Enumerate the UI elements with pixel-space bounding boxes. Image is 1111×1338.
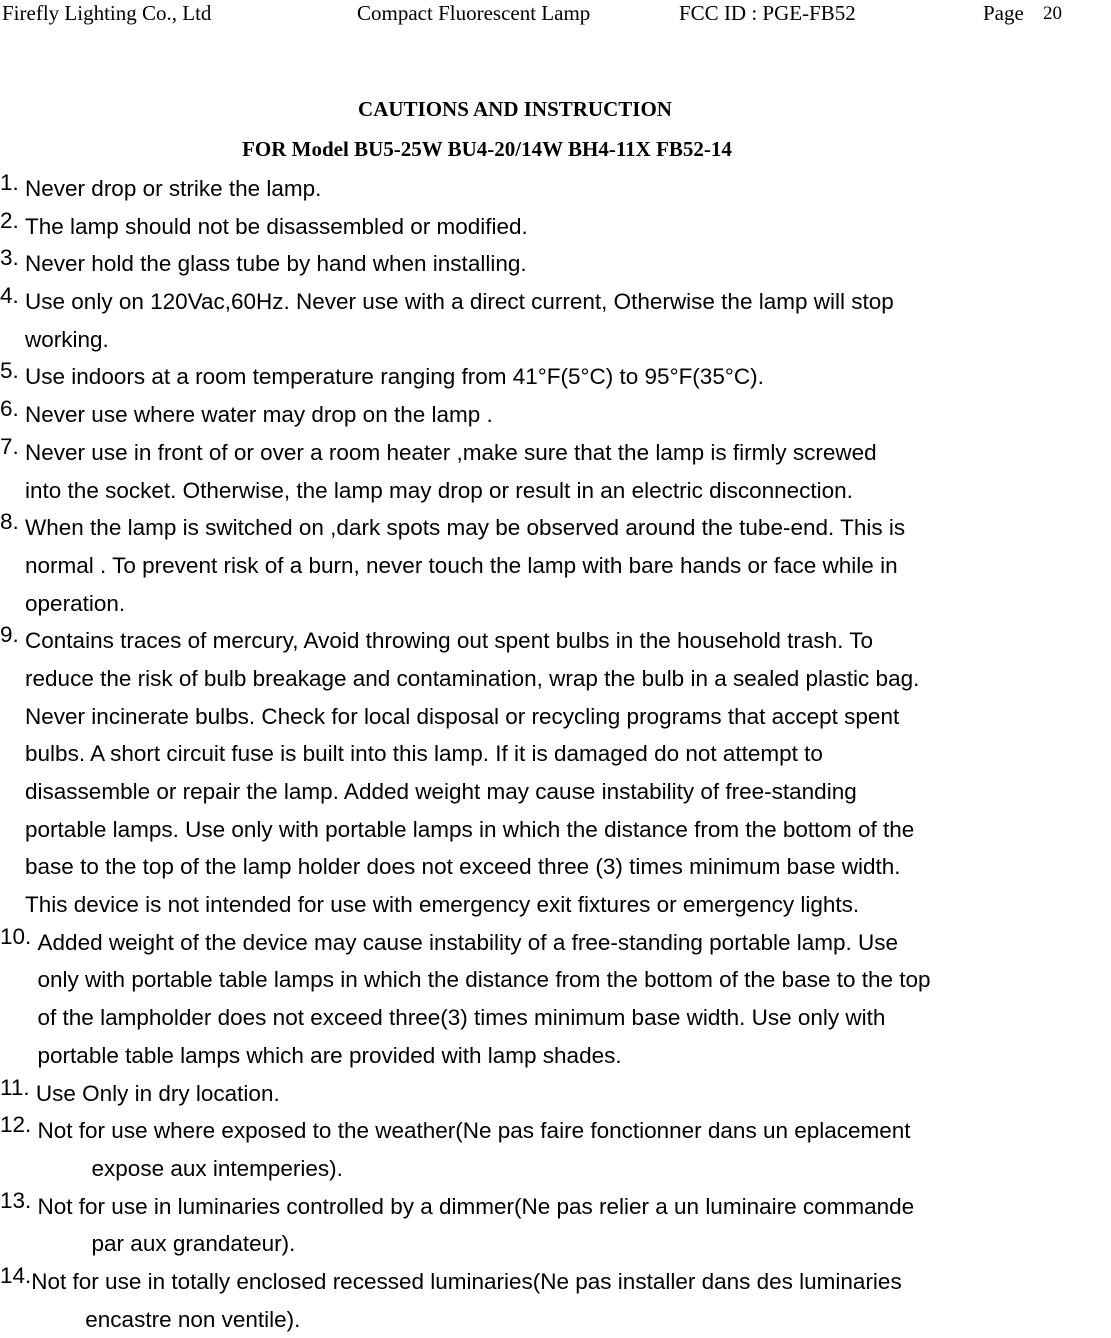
item-line: Added weight of the device may cause instability of a free-standing portable lamp. Use bbox=[37, 929, 899, 955]
item-line: operation. bbox=[25, 590, 126, 616]
list-item bbox=[0, 1263, 1111, 1338]
item-number: 1. bbox=[0, 170, 26, 195]
item-line: Not for use in luminaries controlled by a dimmer(Ne pas relier a un luminaire commande bbox=[37, 1193, 915, 1219]
list-item bbox=[0, 1075, 1111, 1113]
item-number: 8. bbox=[0, 509, 26, 535]
item-number: 14. bbox=[0, 1262, 32, 1288]
item-number: 5. bbox=[0, 358, 26, 384]
item-line: Not for use in totally enclosed recessed luminaries(Ne pas installer dans des luminaries bbox=[31, 1268, 902, 1294]
list-item bbox=[0, 1188, 1111, 1263]
item-line: disassemble or repair the lamp. Added weight may cause instability of free-standing bbox=[25, 779, 857, 804]
header-company: Firefly Lighting Co., Ltd bbox=[2, 1, 212, 25]
item-text bbox=[25, 509, 905, 622]
item-line: Never use in front of or over a room heater ,make sure that the lamp is firmly screwed bbox=[25, 439, 877, 465]
item-line: Never hold the glass tube by hand when installing. bbox=[25, 251, 527, 277]
item-number: 4. bbox=[0, 283, 26, 309]
item-text bbox=[38, 924, 931, 1075]
item-line: When the lamp is switched on ,dark spots may be observed around the tube-end. This is bbox=[25, 515, 906, 541]
list-item bbox=[0, 358, 1111, 396]
item-line: base to the top of the lamp holder does not exceed three (3) times minimum base width. bbox=[25, 854, 901, 880]
item-line: Contains traces of mercury, Avoid throwing out spent bulbs in the household trash. To bbox=[25, 628, 874, 654]
list-item bbox=[0, 396, 1111, 434]
header-product: Compact Fluorescent Lamp bbox=[357, 1, 591, 25]
item-line: bulbs. A short circuit fuse is built into this lamp. If it is damaged do not attempt to bbox=[25, 741, 823, 767]
item-text bbox=[25, 358, 764, 396]
list-item bbox=[0, 1112, 1111, 1187]
item-line: Use only on 120Vac,60Hz. Never use with a direct current, Otherwise the lamp will stop bbox=[25, 289, 894, 315]
item-text bbox=[25, 283, 894, 358]
item-line: portable table lamps which are provided with lamp shades. bbox=[37, 1042, 622, 1068]
item-line: Never drop or strike the lamp. bbox=[25, 176, 322, 201]
document-subtitle: FOR Model BU5-25W BU4-20/14W BH4-11X FB52-14 bbox=[242, 137, 732, 161]
item-line: portable lamps. Use only with portable lamps in which the distance from the bottom of the bbox=[25, 816, 915, 842]
instruction-list bbox=[0, 170, 1111, 1338]
item-line: Use indoors at a room temperature ranging from 41°F(5°C) to 95°F(35°C). bbox=[25, 364, 764, 390]
item-number: 9. bbox=[0, 622, 26, 648]
item-text bbox=[25, 245, 527, 283]
item-text bbox=[38, 1188, 915, 1263]
item-line: of the lampholder does not exceed three(3) times minimum base width. Use only with bbox=[37, 1005, 886, 1031]
list-item bbox=[0, 509, 1111, 622]
page-header bbox=[0, 0, 1111, 30]
header-page-label: Page bbox=[983, 1, 1024, 25]
item-text bbox=[38, 1112, 911, 1187]
item-line: expose aux intemperies). bbox=[91, 1155, 343, 1181]
header-fcc-id: FCC ID : PGE-FB52 bbox=[679, 1, 856, 25]
item-line: Never use where water may drop on the lamp . bbox=[25, 402, 493, 428]
item-number: 2. bbox=[0, 207, 26, 233]
item-line: Not for use where exposed to the weather(Ne pas faire fonctionner dans un eplacement bbox=[37, 1118, 911, 1144]
item-line: par aux grandateur). bbox=[91, 1231, 296, 1257]
item-number: 11. bbox=[0, 1074, 36, 1100]
item-line: only with portable table lamps in which the distance from the bottom of the base to the top bbox=[37, 967, 931, 993]
item-text bbox=[31, 1263, 901, 1338]
list-item bbox=[0, 170, 1111, 208]
item-line: working. bbox=[25, 326, 109, 352]
item-line: Never incinerate bulbs. Check for local disposal or recycling programs that accept spent bbox=[25, 703, 900, 729]
item-text bbox=[25, 396, 493, 434]
item-line: normal . To prevent risk of a burn, never touch the lamp with bare hands or face while in bbox=[25, 552, 898, 578]
document-title: CAUTIONS AND INSTRUCTION bbox=[358, 97, 672, 121]
item-number: 3. bbox=[0, 245, 26, 271]
list-item bbox=[0, 283, 1111, 358]
item-text bbox=[25, 622, 919, 924]
item-line: into the socket. Otherwise, the lamp may drop or result in an electric disconnection. bbox=[25, 477, 853, 503]
item-text bbox=[25, 208, 528, 246]
list-item bbox=[0, 924, 1111, 1075]
item-line: The lamp should not be disassembled or modified. bbox=[25, 213, 528, 239]
item-number: 6. bbox=[0, 396, 26, 422]
header-page-number: 20 bbox=[1043, 3, 1062, 24]
item-line: This device is not intended for use with emergency exit fixtures or emergency lights. bbox=[25, 892, 860, 918]
item-number: 12. bbox=[0, 1112, 38, 1138]
item-number: 10. bbox=[0, 923, 38, 949]
item-text bbox=[36, 1075, 280, 1113]
list-item bbox=[0, 622, 1111, 924]
item-text bbox=[25, 434, 877, 509]
item-text bbox=[25, 170, 321, 208]
item-line: encastre non ventile). bbox=[85, 1306, 301, 1332]
item-line: reduce the risk of bulb breakage and contamination, wrap the bulb in a sealed plastic bag. bbox=[25, 665, 920, 691]
list-item bbox=[0, 208, 1111, 246]
item-number: 13. bbox=[0, 1187, 38, 1213]
list-item bbox=[0, 245, 1111, 283]
item-line: Use Only in dry location. bbox=[35, 1080, 280, 1106]
list-item bbox=[0, 434, 1111, 509]
item-number: 7. bbox=[0, 433, 26, 459]
